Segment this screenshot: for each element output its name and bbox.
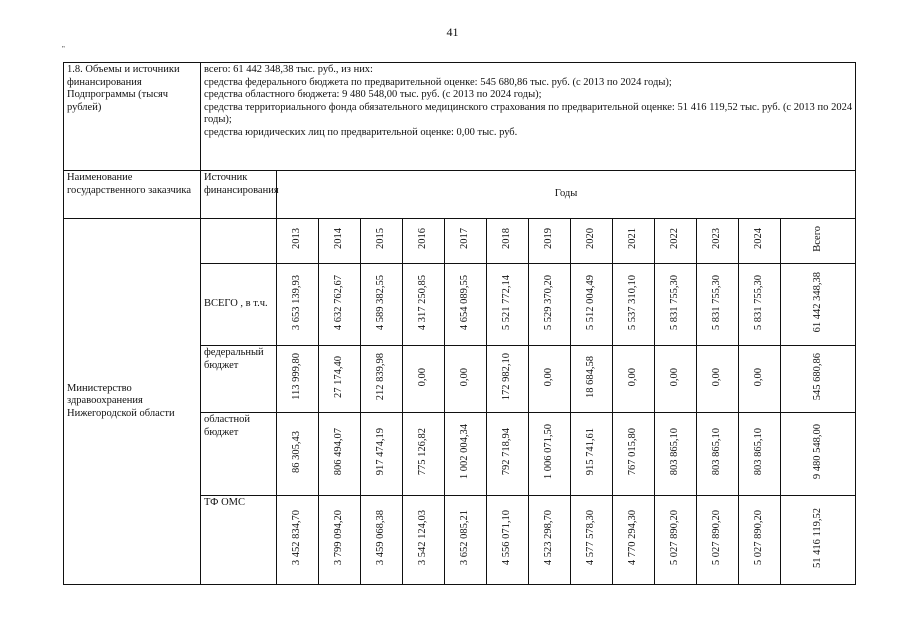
year-label: 2015 xyxy=(375,228,387,250)
header-source: Источник финансирования xyxy=(201,171,277,219)
value-cell: 5 027 890,20 xyxy=(669,510,681,566)
year-label: 2013 xyxy=(291,228,303,250)
value-cell: 212 839,98 xyxy=(375,353,387,401)
value-cell: 5 831 755,30 xyxy=(669,274,681,330)
years-row xyxy=(64,219,856,264)
value-cell: 4 523 298,70 xyxy=(543,510,555,566)
source-label: ВСЕГО , в т.ч. xyxy=(201,264,277,346)
section-summary xyxy=(201,63,856,171)
year-label: 2024 xyxy=(753,228,765,250)
page-number: 41 xyxy=(446,25,459,39)
financing-table xyxy=(63,62,856,585)
year-label: Всего xyxy=(811,225,823,252)
value-cell: 172 982,10 xyxy=(501,353,513,401)
value-cell: 0,00 xyxy=(669,367,681,386)
value-cell: 792 718,94 xyxy=(501,428,513,476)
section-label: 1.8. Объемы и источники финансирования Подпрограммы (тысяч рублей) xyxy=(64,63,201,171)
year-label: 2020 xyxy=(585,228,597,250)
value-cell: 5 027 890,20 xyxy=(753,510,765,566)
value-cell: 61 442 348,38 xyxy=(811,272,823,333)
value-cell: 0,00 xyxy=(711,367,723,386)
value-cell: 3 653 139,93 xyxy=(291,274,303,330)
value-cell: 51 416 119,52 xyxy=(811,507,823,568)
summary-row xyxy=(64,63,856,171)
value-cell: 5 529 370,20 xyxy=(543,274,555,330)
summary-line: средства областного бюджета: 9 480 548,00 тыс. руб. (с 2013 по 2024 годы); xyxy=(204,89,542,100)
value-cell: 767 015,80 xyxy=(627,428,639,476)
value-cell: 0,00 xyxy=(753,367,765,386)
value-cell: 803 865,10 xyxy=(711,428,723,476)
value-cell: 5 512 004,49 xyxy=(585,274,597,330)
year-label: 2023 xyxy=(711,228,723,250)
value-cell: 3 459 068,38 xyxy=(375,510,387,566)
value-cell: 5 027 890,20 xyxy=(711,510,723,566)
summary-line: всего: 61 442 348,38 тыс. руб., из них: xyxy=(204,64,373,75)
value-cell: 4 577 578,30 xyxy=(585,510,597,566)
value-cell: 3 452 834,70 xyxy=(291,510,303,566)
corner-mark: " xyxy=(62,45,65,53)
value-cell: 5 831 755,30 xyxy=(753,274,765,330)
value-cell: 0,00 xyxy=(627,367,639,386)
value-cell: 27 174,40 xyxy=(333,355,345,398)
year-label: 2016 xyxy=(417,228,429,250)
value-cell: 4 770 294,30 xyxy=(627,510,639,566)
source-label: ТФ ОМС xyxy=(201,496,277,585)
value-cell: 9 480 548,00 xyxy=(811,424,823,480)
value-cell: 0,00 xyxy=(417,367,429,386)
header-row xyxy=(64,171,856,219)
value-cell: 4 317 250,85 xyxy=(417,274,429,330)
value-cell: 5 831 755,30 xyxy=(711,274,723,330)
value-cell: 0,00 xyxy=(459,367,471,386)
value-cell: 1 006 071,50 xyxy=(543,424,555,480)
empty-cell xyxy=(201,219,277,264)
year-label: 2014 xyxy=(333,228,345,250)
year-label: 2019 xyxy=(543,228,555,250)
source-label: федеральный бюджет xyxy=(201,346,277,413)
value-cell: 803 865,10 xyxy=(753,428,765,476)
year-label: 2017 xyxy=(459,228,471,250)
value-cell: 4 589 382,55 xyxy=(375,274,387,330)
summary-line: средства территориального фонда обязательного медицинского страхования по предварительной оценке: 51 416 119,52 тыс. руб. (с 2013 по 2024 годы); xyxy=(204,101,853,125)
source-label: областной бюджет xyxy=(201,413,277,496)
value-cell: 915 741,61 xyxy=(585,428,597,476)
value-cell: 1 002 004,34 xyxy=(459,424,471,480)
value-cell: 917 474,19 xyxy=(375,428,387,476)
value-cell: 4 556 071,10 xyxy=(501,510,513,566)
value-cell: 545 680,86 xyxy=(811,353,823,401)
value-cell: 806 494,07 xyxy=(333,428,345,476)
value-cell: 3 652 085,21 xyxy=(459,510,471,566)
header-customer: Наименование государственного заказчика xyxy=(64,171,201,219)
header-years: Годы xyxy=(277,171,856,219)
customer-name: Министерство здравоохранения Нижегородской области xyxy=(64,219,201,585)
year-label: 2021 xyxy=(627,228,639,250)
value-cell: 4 654 089,55 xyxy=(459,274,471,330)
year-label: 2022 xyxy=(669,228,681,250)
value-cell: 5 521 772,14 xyxy=(501,274,513,330)
year-label: 2018 xyxy=(501,228,513,250)
value-cell: 4 632 762,67 xyxy=(333,274,345,330)
summary-line: средства юридических лиц по предварительной оценке: 0,00 тыс. руб. xyxy=(204,126,518,138)
value-cell: 3 799 094,20 xyxy=(333,510,345,566)
summary-line: средства федерального бюджета по предварительной оценке: 545 680,86 тыс. руб. (с 2013 по 2024 годы); xyxy=(204,76,672,88)
value-cell: 5 537 310,10 xyxy=(627,274,639,330)
value-cell: 113 999,80 xyxy=(291,353,303,401)
value-cell: 803 865,10 xyxy=(669,428,681,476)
value-cell: 775 126,82 xyxy=(417,428,429,476)
value-cell: 3 542 124,03 xyxy=(417,510,429,566)
value-cell: 86 305,43 xyxy=(291,430,303,473)
value-cell: 0,00 xyxy=(543,367,555,386)
value-cell: 18 684,58 xyxy=(585,355,597,398)
